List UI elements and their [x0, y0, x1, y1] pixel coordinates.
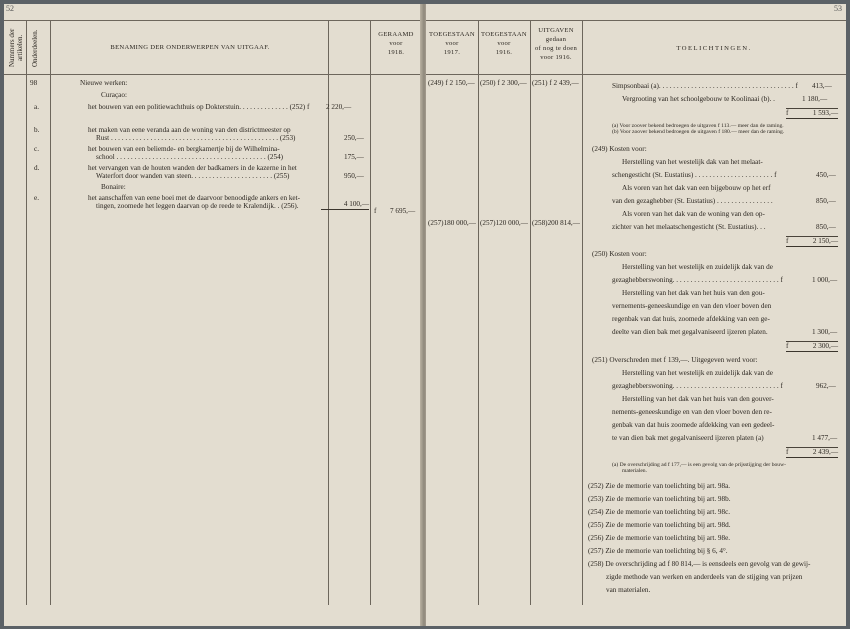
memo-reference: zigde methode van werken en anderdeels van de stijging van prijzen: [606, 573, 803, 581]
note-amount: 1 000,—: [812, 276, 838, 284]
note-heading: (250) Kosten voor:: [592, 250, 647, 258]
note-amount: 1 477,—: [812, 434, 838, 442]
note-line: nements-geneeskundige en van den vloer boven den re-: [612, 408, 772, 416]
item-text: het bouwen van een beliemde- en bergkamertje bij de Wilhelmina-: [88, 145, 280, 153]
expenditure-value: (251) f 2 439,—: [532, 79, 579, 87]
item-amount: 175,—: [344, 153, 364, 161]
article-number: 98: [30, 79, 38, 87]
item-letter: e.: [34, 194, 39, 202]
note-line: Herstelling van het westelijk en zuidelijk dak van de: [622, 369, 773, 377]
item-letter: a.: [34, 103, 39, 111]
total-currency: f: [374, 207, 377, 215]
note-line: zichter van het melaatschengesticht (St. Eustatius). . .: [612, 223, 766, 231]
section-title: Nieuwe werken:: [80, 79, 128, 87]
note-line: Simpsonbaai (a). . . . . . . . . . . . . . . . . . . . . . . . . . . . . . . . . . . . . . f: [612, 82, 798, 90]
header-subject: BENAMING DER ONDERWERPEN VAN UITGAAF.: [110, 44, 270, 51]
allowed-1916-value: (250) f 2 300,—: [480, 79, 527, 87]
note-amount: 450,—: [816, 171, 836, 179]
note-total: f 2 300,—: [786, 342, 838, 350]
allowed-1916-value: (257)120 000,—: [480, 219, 528, 227]
item-text: het aanschaffen van eene boei met de daarvoor benoodigde ankers en ket-: [88, 194, 301, 202]
memo-reference: (252) Zie de memorie van toelichting bij art. 98a.: [588, 482, 731, 490]
column-rule: [50, 20, 51, 605]
item-amount: 4 100,—: [321, 200, 369, 210]
note-line: regenbak van dat huis, zoomede afdekking van een ge-: [612, 315, 770, 323]
memo-reference: (255) Zie de memorie van toelichting bij art. 98d.: [588, 521, 731, 529]
note-line: Herstelling van het westelijk en zuidelijk dak van de: [622, 263, 773, 271]
item-letter: d.: [34, 164, 40, 172]
note-line: Als voren van het dak van een bijgebouw op het erf: [622, 184, 771, 192]
header-top-rule: [426, 20, 846, 21]
note-total: f 2 150,—: [786, 237, 838, 245]
note-line: genbak van dat huis zoomede afdekking van een gedeel-: [612, 421, 775, 429]
header-estimated: GERAAMD voor 1918.: [378, 31, 414, 56]
footnote: (a) De overschrijding ad f 177,— is een gevolg van de prijsstijging der bouw-: [612, 462, 786, 468]
note-line: van den gezaghebber (St. Eustatius) . . . . . . . . . . . . . . . .: [612, 197, 773, 205]
footnote: materialen.: [622, 468, 648, 474]
item-amount: 950,—: [344, 172, 364, 180]
memo-reference: (258) De overschrijding ad f 80 814,— is eensdeels een gevolg van de gewij-: [588, 560, 811, 568]
header-bottom-rule: [426, 74, 846, 75]
header-expenditures: UITGAVEN gedaan of nog te doen voor 1916.: [534, 27, 578, 61]
note-amount: 413,—: [812, 82, 832, 90]
column-rule: [370, 20, 371, 605]
memo-reference: (257) Zie de memorie van toelichting bij § 6, 4°.: [588, 547, 728, 555]
header-subdivisions: Onderdeelen.: [31, 29, 39, 67]
note-line: gezaghebberswoning. . . . . . . . . . . . . . . . . . . . . . . . . . . . . . f: [612, 382, 783, 390]
item-text: het vervangen van de houten wanden der badkamers in de kazerne in het: [88, 164, 297, 172]
memo-reference: (253) Zie de memorie van toelichting bij art. 98b.: [588, 495, 731, 503]
item-text: Waterfort door wanden van steen. . . . . . . . . . . . . . . . . . . . . . . (255): [96, 172, 290, 180]
page-number-right: 53: [834, 4, 842, 13]
subsection-curacao: Curaçao:: [101, 91, 127, 99]
note-line: Herstelling van het dak van het huis van den gouver-: [622, 395, 774, 403]
item-text: het maken van eene veranda aan de woning van den districtmeester op: [88, 126, 291, 134]
item-text: tingen, zoomede het leggen daarvan op de reede te Kralendijk. . (256).: [96, 202, 299, 210]
note-line: schengesticht (St. Eustatius) . . . . . . . . . . . . . . . . . . . . . . f: [612, 171, 777, 179]
header-allowed-1917: TOEGESTAAN voor 1917.: [429, 31, 475, 56]
note-amount: 1 180,—: [802, 95, 828, 103]
note-heading: (249) Kosten voor:: [592, 145, 647, 153]
note-line: te van dien bak met gegalvaniseerd ijzeren platen (a): [612, 434, 764, 442]
total-amount: 7 695,—: [390, 207, 416, 215]
column-rule: [530, 20, 531, 605]
footnote: (a) Voor zoover bekend bedroegen de uitgaven f 113.— meer dan de raming.: [612, 123, 784, 129]
note-line: gezaghebberswoning. . . . . . . . . . . . . . . . . . . . . . . . . . . . . . f: [612, 276, 783, 284]
footnote: (b) Voor zoover bekend bedroegen de uitgaven f 180.— meer dan de raming.: [612, 129, 785, 135]
item-letter: c.: [34, 145, 39, 153]
note-heading: (251) Overschreden met f 139,—. Uitgegeven werd voor:: [592, 356, 758, 364]
page-number-left: 52: [6, 4, 14, 13]
header-bottom-rule: [4, 74, 422, 75]
right-page: [426, 4, 846, 626]
note-line: vernements-geneeskundige en van den vloer boven den: [612, 302, 772, 310]
note-amount: 850,—: [816, 223, 836, 231]
note-line: deelte van dien bak met gegalvaniseerd ijzeren platen.: [612, 328, 768, 336]
allowed-1917-value: (257)180 000,—: [428, 219, 476, 227]
column-rule: [478, 20, 479, 605]
note-line: Herstelling van het westelijk dak van het melaat-: [622, 158, 763, 166]
note-line: Herstelling van het dak van het huis van den gou-: [622, 289, 765, 297]
note-amount: 850,—: [816, 197, 836, 205]
note-line: Als voren van het dak van de woning van den op-: [622, 210, 765, 218]
column-rule: [26, 20, 27, 605]
note-line: Vergrooting van het schoolgebouw te Koolinaai (b). .: [622, 95, 775, 103]
expenditure-value: (258)200 814,—: [532, 219, 580, 227]
item-text: school . . . . . . . . . . . . . . . . . . . . . . . . . . . . . . . . . . . . . . . . . . (254): [96, 153, 284, 161]
memo-reference: (256) Zie de memorie van toelichting bij art. 98e.: [588, 534, 731, 542]
item-letter: b.: [34, 126, 40, 134]
note-total: f 2 439,—: [786, 448, 838, 456]
note-amount: 1 300,—: [812, 328, 838, 336]
memo-reference: van materialen.: [606, 586, 651, 594]
left-page: [4, 4, 422, 626]
memo-reference: (254) Zie de memorie van toelichting bij art. 98c.: [588, 508, 731, 516]
item-text: het bouwen van een politiewachthuis op Dokterstuin. . . . . . . . . . . . . . (252) f: [88, 103, 310, 111]
header-allowed-1916: TOEGESTAAN voor 1916.: [481, 31, 527, 56]
column-rule: [582, 20, 583, 605]
header-article-numbers: Nummers der artikelen.: [8, 28, 24, 68]
item-amount: 2 220,—: [326, 103, 352, 111]
header-explanations: TOELICHTINGEN.: [676, 45, 752, 52]
item-text: Rust . . . . . . . . . . . . . . . . . . . . . . . . . . . . . . . . . . . . . . . . . . . . . . . (253): [96, 134, 296, 142]
note-amount: 962,—: [816, 382, 836, 390]
allowed-1917-value: (249) f 2 150,—: [428, 79, 475, 87]
subsection-bonaire: Bonaire:: [101, 183, 126, 191]
header-top-rule: [4, 20, 422, 21]
note-total: f 1 593,—: [786, 109, 838, 117]
item-amount: 250,—: [344, 134, 364, 142]
